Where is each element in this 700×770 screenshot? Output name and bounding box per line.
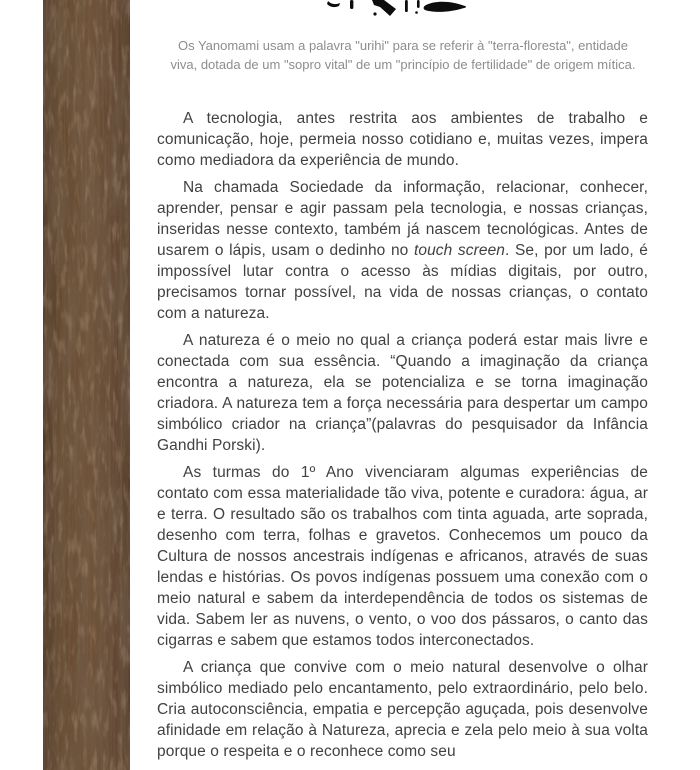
handwritten-title-fragment-icon: [318, 0, 478, 18]
paragraph-first-grade-experiences: As turmas do 1º Ano vivenciaram algumas experiências de contato com essa materialidade tão viva, potente e curadora: água, ar e terra. O resultado são os trabalhos com tinta aguada, arte soprada, desenho com terra, folhas e gravetos. Conhecemos um pouco da Cultura de nossos ancestrais indígenas e africanos, através de suas lendas e histórias. Os povos indígenas possuem uma conexão com o meio natural e sabem da interdependência de todos os sistemas de vida. Sabem ler as nuvens, o vento, o voo dos pássaros, o canto das cigarras e sabem que estamos todos interconectados.: [157, 464, 648, 649]
epigraph-caption: [157, 36, 649, 74]
epigraph-line-1: Os Yanomami usam a palavra "urihi" para se referir à "terra-floresta", entidade: [177, 38, 629, 53]
paragraph-child-nature-bond: A criança que convive com o meio natural desenvolve o olhar simbólico mediado pelo encantamento, pelo extraordinário, pelo belo. Cria autoconsciência, empatia e percepção aguçada, pois desenvolve afinidade em relação à Natureza, aprecia e zela pelo meio à sua volta porque o respeita e o reconhece como seu: [157, 659, 648, 760]
paragraph-technology: A tecnologia, antes restrita aos ambientes de trabalho e comunicação, hoje, permeia nosso cotidiano e, muitas vezes, impera como mediadora da experiência de mundo.: [157, 110, 648, 169]
article-body: [157, 108, 648, 768]
bark-texture-graphic: [43, 0, 130, 770]
tree-bark-image: [43, 0, 130, 770]
paragraph-text: Na chamada Sociedade da informação, relacionar, conhecer, aprender, pensar e agir passam pela tecnologia, e nossas crianças, inseridas nesse contexto, também já nascem tecnológicas. Antes de usarem o lápis, usam o dedinho no: [157, 179, 648, 259]
paragraph-text: . Se, por um lado, é impossível lutar contra o acesso às mídias digitais, por outro, precisamos tornar possível, na vida de nossas crianças, o contato com a natureza.: [157, 242, 648, 322]
paragraph-nature-imagination: A natureza é o meio no qual a criança poderá estar mais livre e conectada com sua essência. “Quando a imaginação da criança encontra a natureza, ela se potencializa e se torna imaginação criadora. A natureza tem a força necessária para despertar um campo simbólico criador na criança”(palavras do pesquisador da Infância Gandhi Porski).: [157, 332, 648, 454]
italic-term-touch-screen: touch screen: [413, 242, 506, 259]
epigraph-line-2: viva, dotada de um "sopro vital" de um "princípio de fertilidade" de origem mítica.: [170, 57, 636, 72]
paragraph-information-society: [157, 177, 648, 324]
